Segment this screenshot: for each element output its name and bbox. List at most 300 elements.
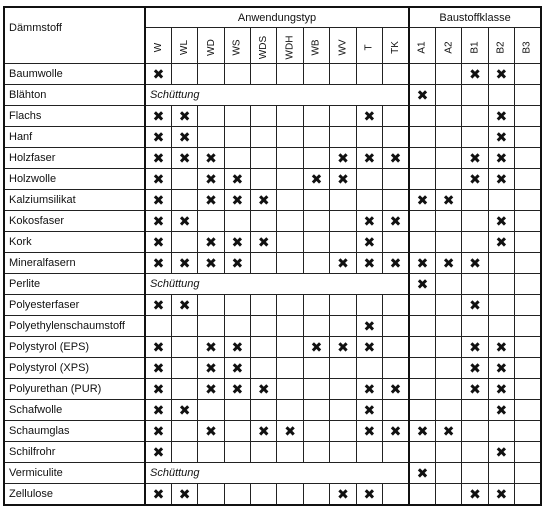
material-name: Polyesterfaser <box>4 295 145 316</box>
cell-w <box>145 211 171 232</box>
cell-wb <box>303 484 329 506</box>
x-mark-icon: ✖ <box>152 255 165 271</box>
x-mark-icon: ✖ <box>363 108 376 124</box>
cell-wds <box>251 484 277 506</box>
x-mark-icon: ✖ <box>231 234 244 250</box>
cell-b2 <box>488 274 514 295</box>
cell-wl <box>171 337 197 358</box>
header-col-b3 <box>515 28 541 64</box>
cell-wds <box>251 358 277 379</box>
cell-a1 <box>409 211 435 232</box>
cell-w <box>145 106 171 127</box>
material-name: Polystyrol (XPS) <box>4 358 145 379</box>
x-mark-icon: ✖ <box>495 381 508 397</box>
cell-a2 <box>435 442 461 463</box>
cell-b2 <box>488 148 514 169</box>
cell-a1 <box>409 316 435 337</box>
cell-a2 <box>435 421 461 442</box>
cell-b1 <box>462 190 488 211</box>
cell-ws <box>224 400 250 421</box>
cell-ws <box>224 295 250 316</box>
cell-b1 <box>462 211 488 232</box>
x-mark-icon: ✖ <box>442 255 455 271</box>
cell-wd <box>198 148 224 169</box>
cell-wds <box>251 316 277 337</box>
x-mark-icon: ✖ <box>231 171 244 187</box>
cell-w <box>145 442 171 463</box>
x-mark-icon: ✖ <box>495 108 508 124</box>
cell-a2 <box>435 463 461 484</box>
header-col-label: WB <box>311 38 323 56</box>
cell-wl <box>171 400 197 421</box>
cell-wds <box>251 169 277 190</box>
material-name: Polyethylenschaumstoff <box>4 316 145 337</box>
cell-wb <box>303 211 329 232</box>
header-col-label: WS <box>231 38 243 56</box>
cell-tk <box>383 295 410 316</box>
x-mark-icon: ✖ <box>231 255 244 271</box>
x-mark-icon: ✖ <box>469 381 481 397</box>
insulation-table-sheet <box>3 6 540 526</box>
header-col-label: B2 <box>495 40 507 54</box>
header-material: Dämmstoff <box>4 7 145 64</box>
cell-a2 <box>435 484 461 506</box>
material-name: Schaumglas <box>4 421 145 442</box>
cell-a1 <box>409 64 435 85</box>
x-mark-icon: ✖ <box>363 213 376 229</box>
cell-t <box>356 358 382 379</box>
x-mark-icon: ✖ <box>469 297 481 313</box>
cell-b2 <box>488 442 514 463</box>
cell-wv <box>330 358 356 379</box>
material-name: Polyurethan (PUR) <box>4 379 145 400</box>
table-row <box>4 64 541 85</box>
x-mark-icon: ✖ <box>495 360 508 376</box>
x-mark-icon: ✖ <box>469 66 481 82</box>
cell-wd <box>198 127 224 148</box>
cell-b2 <box>488 295 514 316</box>
cell-wd <box>198 190 224 211</box>
schuettung-note: Schüttung <box>145 463 409 484</box>
x-mark-icon: ✖ <box>495 213 508 229</box>
x-mark-icon: ✖ <box>257 234 270 250</box>
table-row <box>4 190 541 211</box>
cell-wds <box>251 253 277 274</box>
cell-tk <box>383 190 410 211</box>
cell-b2 <box>488 253 514 274</box>
x-mark-icon: ✖ <box>337 339 349 355</box>
header-col-label: WV <box>337 38 349 56</box>
cell-wb <box>303 64 329 85</box>
cell-b2 <box>488 106 514 127</box>
x-mark-icon: ✖ <box>337 255 349 271</box>
x-mark-icon: ✖ <box>152 171 165 187</box>
x-mark-icon: ✖ <box>416 423 429 439</box>
x-mark-icon: ✖ <box>152 297 165 313</box>
x-mark-icon: ✖ <box>178 486 191 502</box>
cell-w <box>145 337 171 358</box>
x-mark-icon: ✖ <box>178 213 191 229</box>
cell-a1 <box>409 85 435 106</box>
table-row <box>4 379 541 400</box>
x-mark-icon: ✖ <box>231 360 244 376</box>
cell-ws <box>224 64 250 85</box>
cell-wd <box>198 232 224 253</box>
cell-wl <box>171 295 197 316</box>
cell-a2 <box>435 253 461 274</box>
cell-wl <box>171 232 197 253</box>
header-col-wdh <box>277 28 303 64</box>
x-mark-icon: ✖ <box>495 66 508 82</box>
schuettung-note: Schüttung <box>145 85 409 106</box>
cell-wdh <box>277 148 303 169</box>
x-mark-icon: ✖ <box>152 213 165 229</box>
x-mark-icon: ✖ <box>152 486 165 502</box>
x-mark-icon: ✖ <box>389 213 402 229</box>
material-name: Perlite <box>4 274 145 295</box>
cell-b2 <box>488 337 514 358</box>
cell-t <box>356 190 382 211</box>
cell-wv <box>330 400 356 421</box>
x-mark-icon: ✖ <box>495 129 508 145</box>
x-mark-icon: ✖ <box>178 255 191 271</box>
cell-b1 <box>462 337 488 358</box>
cell-wdh <box>277 190 303 211</box>
cell-b3 <box>515 274 541 295</box>
cell-ws <box>224 148 250 169</box>
cell-b2 <box>488 127 514 148</box>
x-mark-icon: ✖ <box>231 381 244 397</box>
cell-wv <box>330 148 356 169</box>
header-col-wl <box>171 28 197 64</box>
header-col-label: WDH <box>284 35 296 59</box>
cell-b3 <box>515 337 541 358</box>
header-col-b1 <box>462 28 488 64</box>
cell-b2 <box>488 421 514 442</box>
cell-wl <box>171 211 197 232</box>
cell-wl <box>171 253 197 274</box>
cell-a2 <box>435 337 461 358</box>
cell-wdh <box>277 400 303 421</box>
x-mark-icon: ✖ <box>205 360 217 376</box>
cell-tk <box>383 358 410 379</box>
cell-wdh <box>277 64 303 85</box>
cell-a1 <box>409 337 435 358</box>
x-mark-icon: ✖ <box>231 339 244 355</box>
x-mark-icon: ✖ <box>152 339 165 355</box>
x-mark-icon: ✖ <box>205 192 217 208</box>
x-mark-icon: ✖ <box>257 192 270 208</box>
cell-w <box>145 232 171 253</box>
x-mark-icon: ✖ <box>178 297 191 313</box>
cell-wl <box>171 127 197 148</box>
cell-b1 <box>462 148 488 169</box>
cell-a2 <box>435 379 461 400</box>
x-mark-icon: ✖ <box>257 381 270 397</box>
header-col-t <box>356 28 382 64</box>
header-col-label: T <box>363 43 375 51</box>
cell-wl <box>171 64 197 85</box>
cell-ws <box>224 442 250 463</box>
material-name: Vermiculite <box>4 463 145 484</box>
cell-t <box>356 379 382 400</box>
cell-t <box>356 337 382 358</box>
cell-wv <box>330 253 356 274</box>
cell-wdh <box>277 253 303 274</box>
cell-wdh <box>277 316 303 337</box>
x-mark-icon: ✖ <box>205 339 217 355</box>
cell-b1 <box>462 295 488 316</box>
cell-wds <box>251 232 277 253</box>
x-mark-icon: ✖ <box>152 234 165 250</box>
cell-t <box>356 64 382 85</box>
header-col-wb <box>303 28 329 64</box>
x-mark-icon: ✖ <box>178 129 191 145</box>
cell-w <box>145 400 171 421</box>
cell-b2 <box>488 484 514 506</box>
cell-wdh <box>277 484 303 506</box>
cell-wds <box>251 421 277 442</box>
cell-b1 <box>462 421 488 442</box>
table-row <box>4 358 541 379</box>
table-row <box>4 211 541 232</box>
cell-a2 <box>435 295 461 316</box>
table-body <box>4 64 541 506</box>
x-mark-icon: ✖ <box>469 171 481 187</box>
cell-ws <box>224 484 250 506</box>
material-name: Holzfaser <box>4 148 145 169</box>
cell-w <box>145 169 171 190</box>
x-mark-icon: ✖ <box>178 150 191 166</box>
header-col-label: W <box>152 42 164 52</box>
cell-b3 <box>515 106 541 127</box>
cell-t <box>356 295 382 316</box>
x-mark-icon: ✖ <box>495 444 508 460</box>
table-row <box>4 400 541 421</box>
cell-a2 <box>435 190 461 211</box>
table-row <box>4 442 541 463</box>
x-mark-icon: ✖ <box>337 150 349 166</box>
material-name: Mineralfasern <box>4 253 145 274</box>
cell-wl <box>171 190 197 211</box>
cell-t <box>356 127 382 148</box>
x-mark-icon: ✖ <box>363 318 376 334</box>
x-mark-icon: ✖ <box>152 192 165 208</box>
x-mark-icon: ✖ <box>205 255 217 271</box>
cell-wd <box>198 379 224 400</box>
x-mark-icon: ✖ <box>389 150 402 166</box>
cell-w <box>145 421 171 442</box>
cell-wb <box>303 358 329 379</box>
table-row <box>4 169 541 190</box>
cell-b1 <box>462 253 488 274</box>
header-row-groups <box>4 7 541 28</box>
header-col-label: B1 <box>469 40 481 54</box>
cell-w <box>145 253 171 274</box>
cell-wdh <box>277 337 303 358</box>
cell-b3 <box>515 421 541 442</box>
material-name: Blähton <box>4 85 145 106</box>
cell-b3 <box>515 64 541 85</box>
cell-a1 <box>409 148 435 169</box>
cell-tk <box>383 64 410 85</box>
cell-a1 <box>409 169 435 190</box>
cell-wd <box>198 316 224 337</box>
header-col-label: A2 <box>443 40 455 54</box>
x-mark-icon: ✖ <box>257 423 270 439</box>
cell-t <box>356 484 382 506</box>
cell-b1 <box>462 85 488 106</box>
cell-wl <box>171 106 197 127</box>
material-name: Baumwolle <box>4 64 145 85</box>
x-mark-icon: ✖ <box>310 171 323 187</box>
x-mark-icon: ✖ <box>205 150 217 166</box>
cell-tk <box>383 127 410 148</box>
cell-w <box>145 190 171 211</box>
cell-a1 <box>409 442 435 463</box>
cell-b2 <box>488 169 514 190</box>
cell-b3 <box>515 127 541 148</box>
cell-ws <box>224 379 250 400</box>
cell-wds <box>251 127 277 148</box>
cell-a1 <box>409 295 435 316</box>
cell-ws <box>224 211 250 232</box>
cell-wl <box>171 421 197 442</box>
cell-wb <box>303 106 329 127</box>
cell-wds <box>251 64 277 85</box>
header-group-baustoffklasse: Baustoffklasse <box>409 7 541 28</box>
x-mark-icon: ✖ <box>310 339 323 355</box>
cell-b2 <box>488 64 514 85</box>
cell-b1 <box>462 274 488 295</box>
cell-b3 <box>515 442 541 463</box>
cell-wdh <box>277 106 303 127</box>
cell-a1 <box>409 274 435 295</box>
cell-a2 <box>435 358 461 379</box>
header-col-label: A1 <box>416 40 428 54</box>
cell-wd <box>198 400 224 421</box>
cell-ws <box>224 421 250 442</box>
cell-a2 <box>435 64 461 85</box>
cell-b3 <box>515 316 541 337</box>
x-mark-icon: ✖ <box>152 150 165 166</box>
x-mark-icon: ✖ <box>337 486 349 502</box>
cell-wb <box>303 316 329 337</box>
cell-t <box>356 148 382 169</box>
table-row <box>4 85 541 106</box>
cell-wb <box>303 337 329 358</box>
cell-wds <box>251 295 277 316</box>
cell-wl <box>171 484 197 506</box>
cell-t <box>356 316 382 337</box>
x-mark-icon: ✖ <box>495 171 508 187</box>
cell-b1 <box>462 106 488 127</box>
x-mark-icon: ✖ <box>363 339 376 355</box>
cell-wd <box>198 169 224 190</box>
x-mark-icon: ✖ <box>416 192 429 208</box>
cell-wd <box>198 484 224 506</box>
cell-wdh <box>277 169 303 190</box>
cell-b2 <box>488 85 514 106</box>
cell-wv <box>330 295 356 316</box>
cell-wdh <box>277 232 303 253</box>
cell-wds <box>251 379 277 400</box>
x-mark-icon: ✖ <box>205 171 217 187</box>
x-mark-icon: ✖ <box>152 360 165 376</box>
x-mark-icon: ✖ <box>495 486 508 502</box>
table-row <box>4 295 541 316</box>
cell-ws <box>224 316 250 337</box>
x-mark-icon: ✖ <box>495 150 508 166</box>
cell-wb <box>303 148 329 169</box>
cell-wb <box>303 295 329 316</box>
cell-b3 <box>515 169 541 190</box>
cell-wdh <box>277 442 303 463</box>
cell-tk <box>383 442 410 463</box>
cell-w <box>145 127 171 148</box>
cell-a2 <box>435 127 461 148</box>
cell-b1 <box>462 379 488 400</box>
x-mark-icon: ✖ <box>152 66 165 82</box>
x-mark-icon: ✖ <box>363 423 376 439</box>
x-mark-icon: ✖ <box>389 423 402 439</box>
cell-wv <box>330 190 356 211</box>
cell-wl <box>171 358 197 379</box>
cell-b1 <box>462 316 488 337</box>
cell-wv <box>330 106 356 127</box>
table-row <box>4 274 541 295</box>
header-col-w <box>145 28 171 64</box>
x-mark-icon: ✖ <box>152 402 165 418</box>
x-mark-icon: ✖ <box>363 255 376 271</box>
cell-t <box>356 232 382 253</box>
cell-tk <box>383 400 410 421</box>
cell-b3 <box>515 85 541 106</box>
material-name: Zellulose <box>4 484 145 506</box>
material-name: Hanf <box>4 127 145 148</box>
cell-wds <box>251 148 277 169</box>
cell-b1 <box>462 358 488 379</box>
x-mark-icon: ✖ <box>152 423 165 439</box>
header-group-anwendungstyp: Anwendungstyp <box>145 7 409 28</box>
cell-a1 <box>409 400 435 421</box>
cell-a1 <box>409 358 435 379</box>
cell-b1 <box>462 232 488 253</box>
x-mark-icon: ✖ <box>469 339 481 355</box>
cell-a2 <box>435 148 461 169</box>
cell-wdh <box>277 421 303 442</box>
x-mark-icon: ✖ <box>469 486 481 502</box>
cell-a2 <box>435 106 461 127</box>
header-col-label: TK <box>390 40 402 54</box>
cell-tk <box>383 106 410 127</box>
material-name: Kokosfaser <box>4 211 145 232</box>
x-mark-icon: ✖ <box>284 423 297 439</box>
cell-wl <box>171 169 197 190</box>
x-mark-icon: ✖ <box>363 234 376 250</box>
x-mark-icon: ✖ <box>416 87 429 103</box>
cell-wb <box>303 253 329 274</box>
cell-tk <box>383 379 410 400</box>
cell-a2 <box>435 400 461 421</box>
cell-b1 <box>462 484 488 506</box>
header-col-wd <box>198 28 224 64</box>
cell-w <box>145 316 171 337</box>
cell-b2 <box>488 190 514 211</box>
cell-wd <box>198 358 224 379</box>
x-mark-icon: ✖ <box>231 192 244 208</box>
cell-wv <box>330 64 356 85</box>
